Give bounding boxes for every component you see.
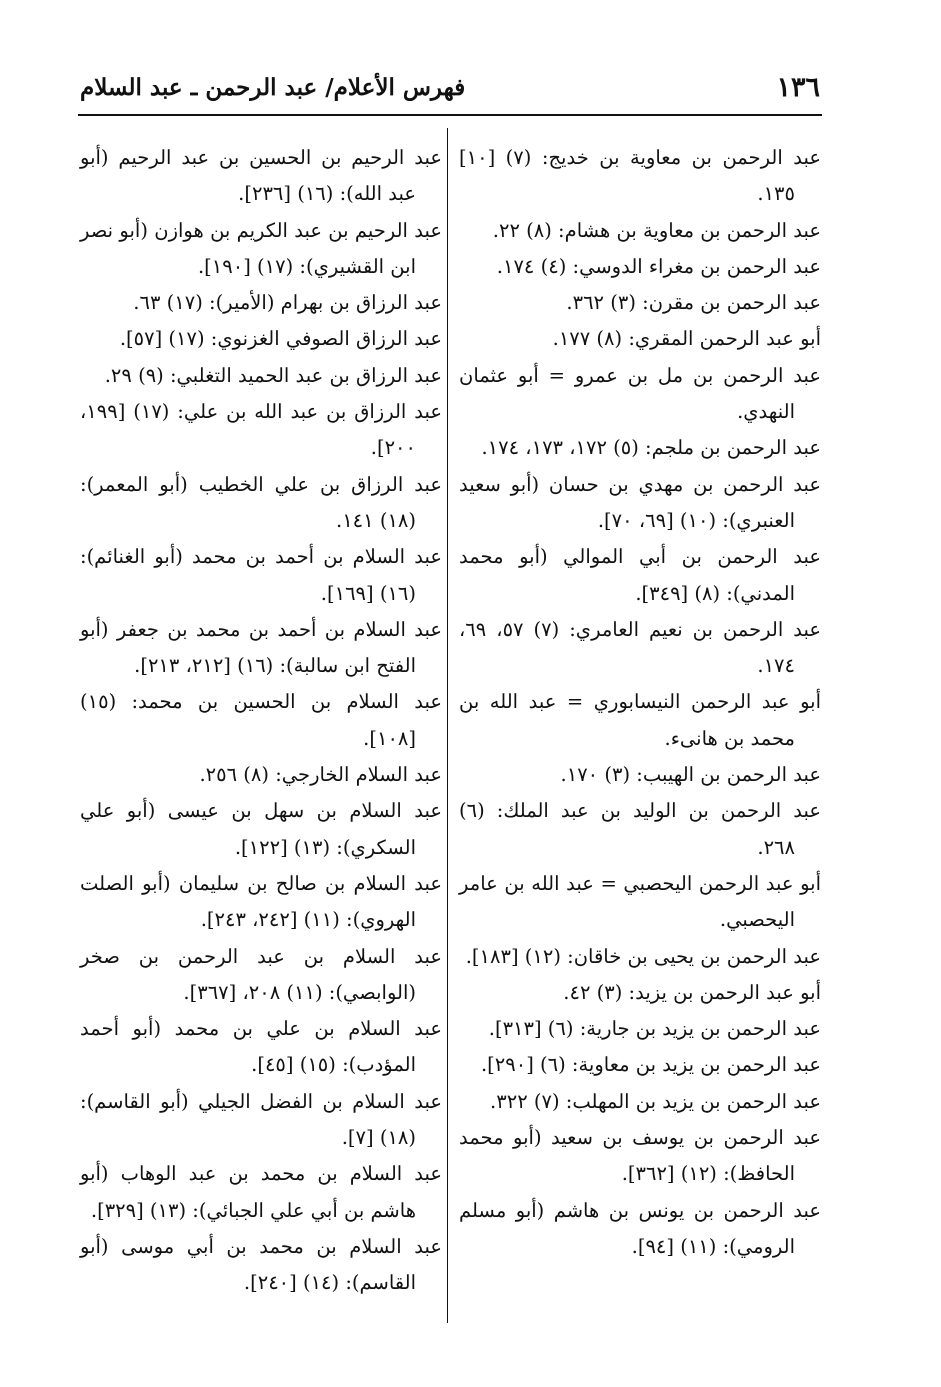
index-entry: عبد الرزاق بن بهرام (الأمير): (١٧) ٦٣. — [133, 291, 442, 315]
running-title: فهرس الأعلام/ عبد الرحمن ـ عبد السلام — [80, 74, 466, 101]
page-number: ١٣٦ — [776, 72, 820, 103]
index-entry: عبد السلام بن أحمد بن محمد بن جعفر (أبو الفتح ابن سالبة): (١٦) [٢١٢، ٢١٣]. — [80, 617, 442, 678]
index-entry: عبد السلام بن الفضل الجيلي (أبو القاسم): (١٨) [٧]. — [80, 1089, 442, 1150]
page-header — [80, 68, 820, 108]
index-entry: عبد الرحمن بن نعيم العامري: (٧) ٥٧، ٦٩، ١٧٤. — [459, 617, 822, 678]
index-entry: عبد الرحمن بن ملجم: (٥) ١٧٢، ١٧٣، ١٧٤. — [481, 436, 821, 460]
index-entry: عبد الرزاق بن علي الخطيب (أبو المعمر): (١٨) ١٤١. — [80, 472, 442, 532]
index-entry: أبو عبد الرحمن المقري: (٨) ١٧٧. — [552, 327, 821, 351]
index-entry: عبد الرحمن بن يحيى بن خاقان: (١٢) [١٨٣]. — [465, 944, 821, 968]
index-entry: عبد السلام الخارجي: (٨) ٢٥٦. — [199, 763, 442, 787]
index-entry: عبد السلام بن علي بن محمد (أبو أحمد المؤدب): (١٥) [٤٥]. — [80, 1017, 442, 1077]
index-column-left — [80, 140, 442, 1302]
index-entry: عبد الرحمن بن مغراء الدوسي: (٤) ١٧٤. — [496, 254, 821, 278]
index-entry: عبد الرحمن بن مل بن عمرو = أبو عثمان النهدي. — [459, 363, 821, 424]
index-entry: عبد الرحمن بن يزيد بن جارية: (٦) [٣١٣]. — [488, 1017, 821, 1041]
index-entry: عبد السلام بن أحمد بن محمد (أبو الغنائم): (١٦) [١٦٩]. — [80, 545, 442, 605]
index-entry: عبد السلام بن عبد الرحمن بن صخر (الوابصي): (١١) ٢٠٨، [٣٦٧]. — [80, 944, 442, 1004]
index-entry: عبد السلام بن سهل بن عيسى (أبو علي السكري): (١٣) [١٢٢]. — [80, 799, 442, 859]
index-entry: عبد السلام بن الحسين بن محمد: (١٥) [١٠٨]. — [80, 690, 442, 750]
index-entry: عبد الرحيم بن الحسين بن عبد الرحيم (أبو عبد الله): (١٦) [٢٣٦]. — [80, 146, 442, 206]
index-column-right — [459, 140, 821, 1265]
index-entry: عبد الرزاق بن عبد الله بن علي: (١٧) [١٩٩، ٢٠٠]. — [80, 400, 442, 460]
index-entry: عبد الرحمن بن يونس بن هاشم (أبو مسلم الرومي): (١١) [٩٤]. — [459, 1198, 821, 1258]
index-entry: أبو عبد الرحمن بن يزيد: (٣) ٤٢. — [563, 980, 821, 1004]
header-rule — [78, 114, 822, 116]
index-entry: عبد الرحمن بن يزيد بن المهلب: (٧) ٣٢٢. — [490, 1089, 821, 1113]
index-entry: عبد الرحمن بن أبي الموالي (أبو محمد المدني): (٨) [٣٤٩]. — [459, 545, 821, 605]
index-entry: عبد السلام بن محمد بن عبد الوهاب (أبو هاشم بن أبي علي الجبائي): (١٣) [٣٢٩]. — [80, 1162, 442, 1222]
column-divider — [447, 128, 448, 1323]
index-entry: عبد الرزاق بن عبد الحميد التغلبي: (٩) ٢٩. — [104, 363, 442, 387]
index-entry: عبد السلام بن صالح بن سليمان (أبو الصلت الهروي): (١١) [٢٤٢، ٢٤٣]. — [80, 871, 442, 932]
index-entry: عبد السلام بن محمد بن أبي موسى (أبو القاسم): (١٤) [٢٤٠]. — [80, 1234, 442, 1295]
index-entry: عبد الرحمن بن معاوية بن هشام: (٨) ٢٢. — [492, 218, 821, 242]
index-entry: عبد الرحمن بن الهيبب: (٣) ١٧٠. — [560, 763, 821, 787]
index-entry: عبد الرحمن بن الوليد بن عبد الملك: (٦) ٢٦٨. — [459, 799, 821, 859]
index-entry: عبد الرحمن بن يزيد بن معاوية: (٦) [٢٩٠]. — [480, 1053, 821, 1077]
index-entry: عبد الرحمن بن معاوية بن خديج: (٧) [١٠] ١٣٥. — [459, 146, 821, 206]
index-entry: عبد الرحيم بن عبد الكريم بن هوازن (أبو نصر ابن القشيري): (١٧) [١٩٠]. — [80, 218, 442, 278]
index-entry: عبد الرحمن بن مهدي بن حسان (أبو سعيد العنبري): (١٠) [٦٩، ٧٠]. — [459, 472, 821, 532]
index-entry: عبد الرزاق الصوفي الغزنوي: (١٧) [٥٧]. — [119, 327, 442, 351]
index-entry: عبد الرحمن بن يوسف بن سعيد (أبو محمد الحافظ): (١٢) [٣٦٢]. — [459, 1126, 821, 1186]
index-entry: أبو عبد الرحمن اليحصبي = عبد الله بن عامر اليحصبي. — [459, 871, 821, 932]
index-entry: عبد الرحمن بن مقرن: (٣) ٣٦٢. — [566, 291, 821, 315]
index-entry: أبو عبد الرحمن النيسابوري = عبد الله بن محمد بن هانىء. — [459, 690, 821, 750]
